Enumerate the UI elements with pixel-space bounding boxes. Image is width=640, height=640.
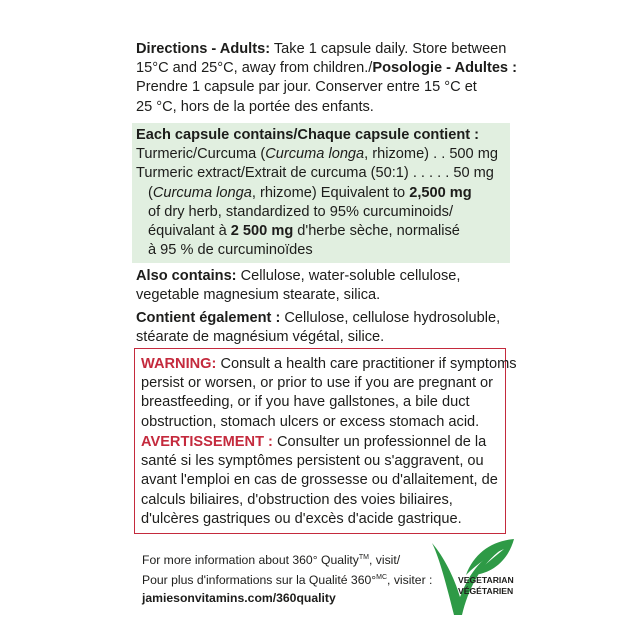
ingredients-section	[136, 126, 512, 260]
ingredient-detail: of dry herb, standardized to 95% curcuminoids/	[148, 203, 454, 220]
quality-info-footer: For more information about 360° Quality™, visit/ Pour plus d'informations sur la Qualité 360°$^{MC}$, visiter : jamiesonvitamins.com/360quality	[142, 553, 433, 606]
warning-text: obstruction, stomach ulcers or excess stomach acid.	[141, 413, 480, 430]
also-contains-section: Also contains: Cellulose, water-soluble cellulose, vegetable magnesium stearate, silica.	[136, 267, 512, 305]
also-contains-text: vegetable magnesium stearate, silica.	[136, 287, 381, 304]
warning-label: WARNING:	[141, 356, 217, 372]
ingredient-detail: (Curcuma longa, rhizome) Equivalent to 2,500 mg	[148, 184, 472, 201]
ingredient-detail: équivalant à 2 500 mg d'herbe sèche, normalisé	[148, 223, 460, 240]
directions-label-fr: Posologie - Adultes :	[372, 60, 517, 77]
ingredients-heading: Each capsule contains/Chaque capsule contient :	[136, 127, 480, 143]
also-contains-label: Also contains:	[136, 268, 237, 284]
ingredient-row: Turmeric/Curcuma (Curcuma longa, rhizome) . . 500 mg	[136, 146, 498, 163]
avertissement-text: d'ulcères gastriques ou d'excès d'acide gastrique.	[141, 510, 462, 527]
ingredient-detail: à 95 % de curcuminoïdes	[148, 242, 313, 259]
vegetarian-badge: VEGETARIAN VÉGÉTARIEN	[458, 575, 514, 596]
directions-label-en: Directions - Adults:	[136, 41, 271, 57]
avertissement-text: avant l'emploi en cas de grossesse ou d'allaitement,	[141, 472, 478, 489]
avertissement-label: AVERTISSEMENT :	[141, 434, 273, 450]
ingredient-row: Turmeric extract/Extrait de curcuma (50:1) . . . . . 50 mg	[136, 165, 494, 182]
directions-section	[136, 40, 517, 117]
avertissement-text: de calculs biliaires, d'obstruction des voies biliaires,	[141, 472, 498, 508]
directions-text: 15°C and 25°C, away from children./	[136, 60, 373, 77]
directions-text: 25 °C, hors de la portée des enfants.	[136, 98, 374, 115]
directions-text: Prendre 1 capsule par jour. Conserver entre 15 °C et	[136, 79, 477, 96]
contient-section: Contient également : Cellulose, cellulose hydrosoluble, stéarate de magnésium végétal, silice.	[136, 310, 501, 346]
avertissement-section: AVERTISSEMENT : Consulter un professionnel de la santé si les symptômes persistent ou s'aggravent, ou avant l'emploi en cas de grossesse ou d'allaitement, de calculs biliaires, d'obstruction des voies biliaires, d'ulcères gastriques ou d'excès d'acide gastrique.	[141, 434, 498, 527]
avertissement-text: santé si les symptômes persistent ou s'aggravent, ou	[141, 453, 484, 470]
directions-text: Take 1 capsule daily. Store between	[270, 41, 507, 57]
contient-text: stéarate de magnésium végétal, silice.	[136, 329, 385, 346]
contient-label: Contient également :	[136, 310, 281, 326]
warning-text: persist or worsen, or prior to use if you are pregnant or	[141, 375, 494, 392]
warning-text: breastfeeding, or if you have gallstones, a bile duct	[141, 394, 470, 411]
warning-section: WARNING: Consult a health care practitioner if symptoms persist or worsen, or prior to use if you are pregnant or breastfeeding, or if you have gallstones, a bile duct obstruction, stomach ulcers or excess stomach acid.	[141, 355, 503, 432]
quality-url-link[interactable]: jamiesonvitamins.com/360quality	[142, 591, 336, 606]
